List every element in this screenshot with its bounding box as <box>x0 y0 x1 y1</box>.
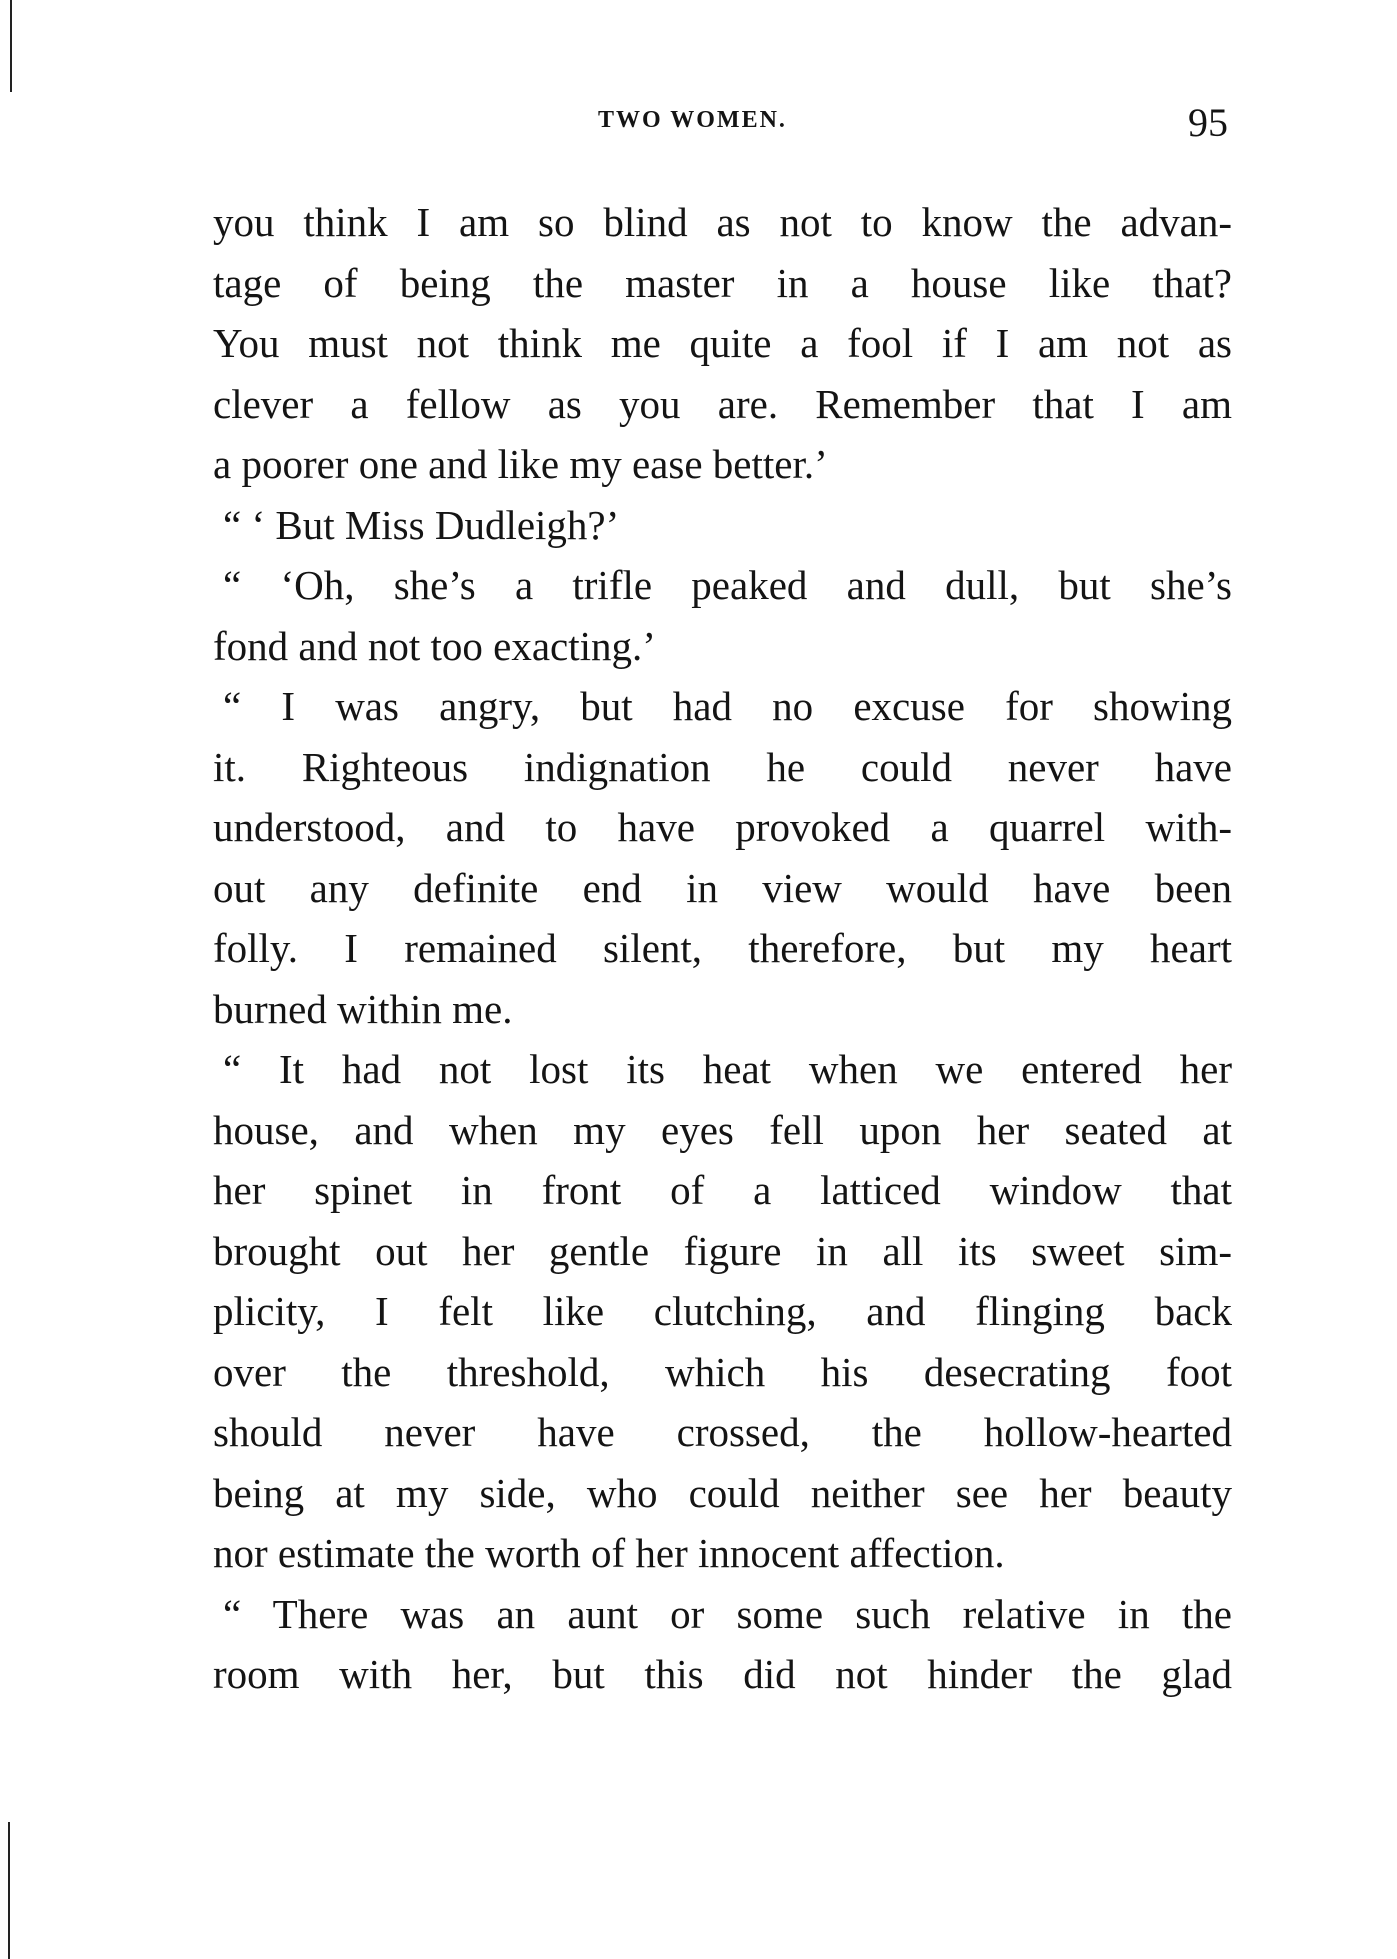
text-line: “ There was an aunt or some such relative in the <box>223 1590 1232 1637</box>
text-line: fond and not too exacting.’ <box>213 622 656 669</box>
text-line: out any definite end in view would have been <box>213 864 1232 911</box>
text-line: over the threshold, which his desecrating foot <box>213 1348 1232 1395</box>
text-line: folly. I remained silent, therefore, but my heart <box>213 925 1232 971</box>
text-line: should never have crossed, the hollow-hearted <box>213 1409 1232 1455</box>
text-line: a poorer one and like my ease better.’ <box>213 441 828 487</box>
text-line: you think I am so blind as not to know the advan- <box>213 199 1232 245</box>
text-line: brought out her gentle figure in all its sweet sim- <box>213 1227 1232 1274</box>
scan-edge-mark-bottom <box>8 1822 10 1959</box>
text-line: house, and when my eyes fell upon her seated at <box>213 1106 1232 1153</box>
text-line: You must not think me quite a fool if I am not as <box>213 320 1232 366</box>
text-line: “ ‘Oh, she’s a trifle peaked and dull, but she’s <box>223 562 1232 608</box>
text-line: plicity, I felt like clutching, and flinging back <box>213 1288 1232 1334</box>
text-line: room with her, but this did not hinder the glad <box>213 1651 1232 1697</box>
scan-edge-mark-top <box>10 0 12 92</box>
text-line: being at my side, who could neither see her beauty <box>213 1469 1232 1516</box>
body-text <box>213 192 1232 1705</box>
text-line: burned within me. <box>213 985 513 1032</box>
text-line: nor estimate the worth of her innocent affection. <box>213 1530 1005 1576</box>
text-line: her spinet in front of a latticed window that <box>213 1167 1232 1213</box>
running-title: TWO WOMEN. <box>598 107 787 133</box>
text-line: tage of being the master in a house like that? <box>213 259 1232 306</box>
page-number: 95 <box>1188 100 1228 145</box>
running-head <box>0 100 1397 145</box>
text-line: clever a fellow as you are. Remember that I am <box>213 380 1232 427</box>
text-line: “ I was angry, but had no excuse for showing <box>223 683 1232 729</box>
text-line: “ It had not lost its heat when we entered her <box>223 1046 1232 1092</box>
text-line: understood, and to have provoked a quarrel with- <box>213 804 1232 850</box>
text-line: “ ‘ But Miss Dudleigh?’ <box>223 501 620 548</box>
text-line: it. Righteous indignation he could never have <box>213 743 1232 790</box>
